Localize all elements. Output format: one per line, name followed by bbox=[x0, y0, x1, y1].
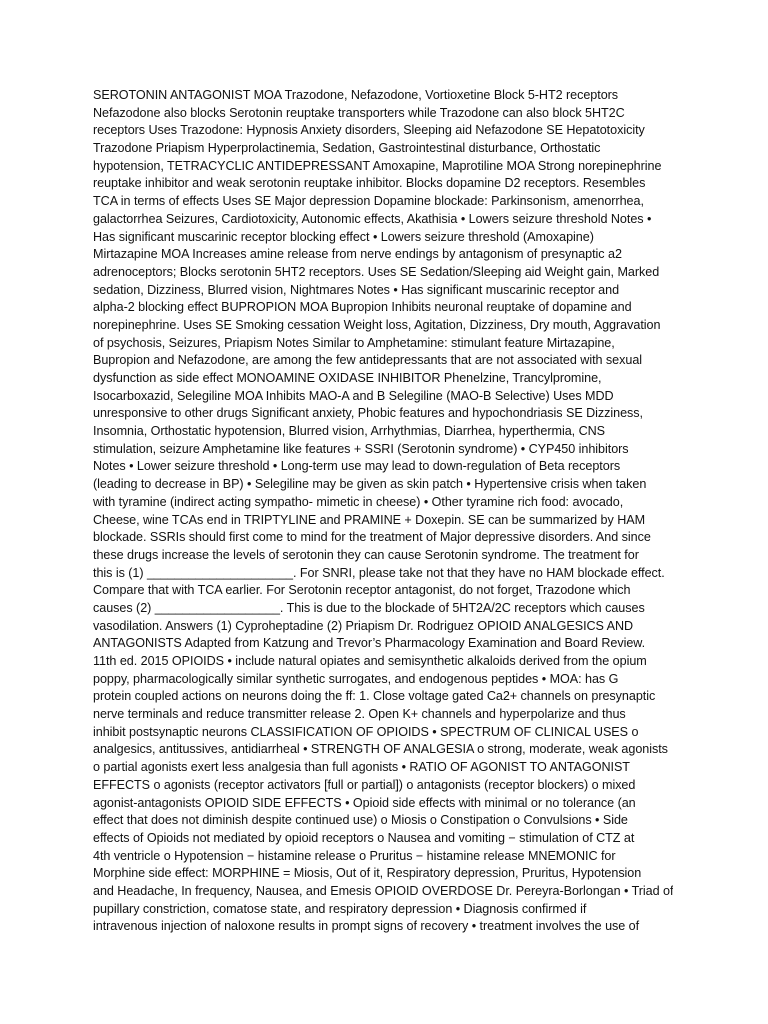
text-line: hypotension, TETRACYCLIC ANTIDEPRESSANT Amoxapine, Maprotiline MOA Strong norepinephrine bbox=[93, 158, 662, 173]
text-line: Trazodone Priapism Hyperprolactinemia, Sedation, Gastrointestinal disturbance, Orthostatic bbox=[93, 141, 601, 156]
text-line: with tyramine (indirect acting sympatho- mimetic in cheese) • Other tyramine rich food: avocado, bbox=[93, 494, 624, 509]
text-line: galactorrhea Seizures, Cardiotoxicity, Autonomic effects, Akathisia • Lowers seizure threshold Notes • bbox=[93, 211, 652, 226]
text-line: o partial agonists exert less analgesia than full agonists • RATIO OF AGONIST TO ANTAGONIST bbox=[93, 760, 630, 775]
text-line: Cheese, wine TCAs end in TRIPTYLINE and PRAMINE + Doxepin. SE can be summarized by HAM bbox=[93, 512, 646, 527]
text-line: Nefazodone also blocks Serotonin reuptake transporters while Trazodone can also block 5HT2C bbox=[93, 105, 625, 120]
text-line: norepinephrine. Uses SE Smoking cessation Weight loss, Agitation, Dizziness, Dry mouth, Aggravation bbox=[93, 317, 661, 332]
text-line: these drugs increase the levels of serotonin they can cause Serotonin syndrome. The treatment for bbox=[93, 547, 639, 562]
text-line: Notes • Lower seizure threshold • Long-term use may lead to down-regulation of Beta receptors bbox=[93, 459, 621, 474]
text-line: 4th ventricle o Hypotension − histamine release o Pruritus − histamine release MNEMONIC for bbox=[93, 848, 616, 863]
text-line: stimulation, seizure Amphetamine like features + SSRI (Serotonin syndrome) • CYP450 inhibitors bbox=[93, 441, 629, 456]
text-line: nerve terminals and reduce transmitter release 2. Open K+ channels and hyperpolarize and thus bbox=[93, 707, 626, 722]
text-line: Has significant muscarinic receptor blocking effect • Lowers seizure threshold (Amoxapine) bbox=[93, 229, 594, 244]
text-line: causes (2) __________________. This is due to the blockade of 5HT2A/2C receptors which causes bbox=[93, 600, 645, 615]
text-line: Compare that with TCA earlier. For Serotonin receptor antagonist, do not forget, Trazodone which bbox=[93, 583, 631, 598]
text-line: poppy, pharmacologically similar synthetic surrogates, and endogenous peptides • MOA: has G bbox=[93, 671, 619, 686]
text-line: (leading to decrease in BP) • Selegiline may be given as skin patch • Hypertensive crisis when taken bbox=[93, 477, 647, 492]
text-line: reuptake inhibitor and weak serotonin reuptake inhibitor. Blocks dopamine D2 receptors. Resembles bbox=[93, 176, 646, 191]
text-line: Morphine side effect: MORPHINE = Miosis, Out of it, Respiratory depression, Pruritus, Hypotension bbox=[93, 866, 642, 881]
text-line: receptors Uses Trazodone: Hypnosis Anxiety disorders, Sleeping aid Nefazodone SE Hepatotoxicity bbox=[93, 123, 645, 138]
text-line: Insomnia, Orthostatic hypotension, Blurred vision, Arrhythmias, Diarrhea, hyperthermia, CNS bbox=[93, 424, 606, 439]
text-line: adrenoceptors; Blocks serotonin 5HT2 receptors. Uses SE Sedation/Sleeping aid Weight gain, Marked bbox=[93, 264, 660, 279]
text-line: dysfunction as side effect MONOAMINE OXIDASE INHIBITOR Phenelzine, Trancylpromine, bbox=[93, 371, 602, 385]
text-line: effect that does not diminish despite continued use) o Miosis o Constipation o Convulsions • Side bbox=[93, 813, 628, 828]
text-line: blockade. SSRIs should first come to mind for the treatment of Major depressive disorders. And since bbox=[93, 530, 651, 545]
text-line: protein coupled actions on neurons doing the ff: 1. Close voltage gated Ca2+ channels on presynaptic bbox=[93, 689, 656, 704]
text-line: analgesics, antitussives, antidiarrheal • STRENGTH OF ANALGESIA o strong, moderate, weak agonists bbox=[93, 742, 668, 757]
text-line: agonist-antagonists OPIOID SIDE EFFECTS • Opioid side effects with minimal or no tolerance (an bbox=[93, 795, 636, 810]
text-line: inhibit postsynaptic neurons CLASSIFICATION OF OPIOIDS • SPECTRUM OF CLINICAL USES o bbox=[93, 724, 639, 739]
text-line: effects of Opioids not mediated by opioid receptors o Nausea and vomiting − stimulation of CTZ at bbox=[93, 830, 635, 845]
text-line: sedation, Dizziness, Blurred vision, Nightmares Notes • Has significant muscarinic receptor and bbox=[93, 282, 620, 297]
text-line: alpha-2 blocking effect BUPROPION MOA Bupropion Inhibits neuronal reuptake of dopamine and bbox=[93, 300, 632, 315]
text-line: Bupropion and Nefazodone, are among the few antidepressants that are not associated with sexual bbox=[93, 353, 643, 368]
text-line: this is (1) _____________________. For SNRI, please take not that they have no HAM blockade effect. bbox=[93, 565, 665, 580]
text-line: intravenous injection of naloxone results in prompt signs of recovery • treatment involves the use of bbox=[93, 919, 640, 934]
text-line: TCA in terms of effects Uses SE Major depression Dopamine blockade: Parkinsonism, amenorrhea, bbox=[93, 194, 644, 209]
text-line: SEROTONIN ANTAGONIST MOA Trazodone, Nefazodone, Vortioxetine Block 5-HT2 receptors bbox=[93, 88, 619, 102]
body-text bbox=[93, 87, 673, 936]
text-line: pupillary constriction, comatose state, and respiratory depression • Diagnosis confirmed if bbox=[93, 901, 587, 916]
text-line: vasodilation. Answers (1) Cyproheptadine (2) Priapism Dr. Rodriguez OPIOID ANALGESICS AND bbox=[93, 618, 634, 633]
text-line: 11th ed. 2015 OPIOIDS • include natural opiates and semisynthetic alkaloids derived from the opium bbox=[93, 654, 647, 668]
text-line: Mirtazapine MOA Increases amine release from nerve endings by antagonism of presynaptic a2 bbox=[93, 247, 622, 262]
text-line: and Headache, In frequency, Nausea, and Emesis OPIOID OVERDOSE Dr. Pereyra-Borlongan • Triad of bbox=[93, 883, 673, 898]
text-line: Isocarboxazid, Selegiline MOA Inhibits MAO-A and B Selegiline (MAO-B Selective) Uses MDD bbox=[93, 388, 614, 403]
text-line: ANTAGONISTS Adapted from Katzung and Trevor’s Pharmacology Examination and Board Review. bbox=[93, 636, 646, 651]
text-line: of psychosis, Seizures, Priapism Notes Similar to Amphetamine: stimulant feature Mirtazapine, bbox=[93, 335, 615, 350]
text-line: EFFECTS o agonists (receptor activators [full or partial]) o antagonists (receptor blockers) o mixed bbox=[93, 777, 636, 792]
text-line: unresponsive to other drugs Significant anxiety, Phobic features and hypochondriasis SE Dizziness, bbox=[93, 406, 644, 421]
